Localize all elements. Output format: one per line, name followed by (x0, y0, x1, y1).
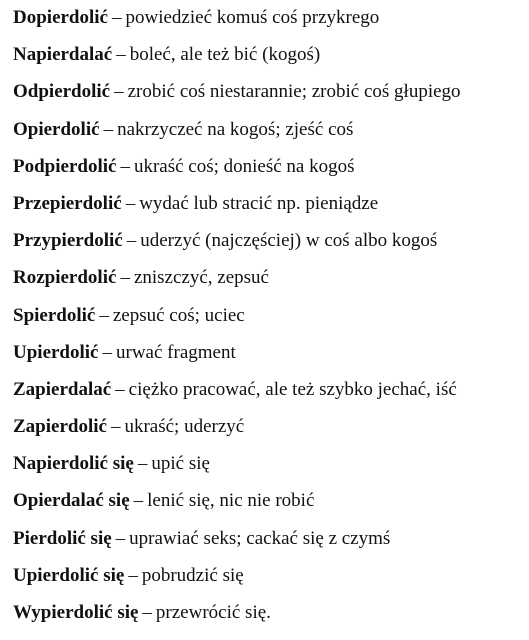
entry-term: Podpierdolić (13, 155, 117, 177)
entry-definition: powiedzieć komuś coś przykrego (125, 7, 380, 28)
entry-definition: urwać fragment (116, 341, 236, 363)
entry-term: Zapierdolić (13, 416, 107, 438)
entry-term: Pierdolić się (13, 527, 112, 549)
entry-separator: – (115, 527, 126, 549)
entry-term: Odpierdolić (13, 81, 111, 103)
entry-definition: uprawiać seks; cackać się z czymś (129, 527, 391, 549)
list-item (13, 226, 529, 263)
entry-definition: pobrudzić się (141, 564, 244, 586)
entry-separator: – (137, 453, 148, 475)
list-item (13, 412, 529, 449)
list-item (13, 77, 529, 114)
entry-term: Przypierdolić (13, 230, 123, 252)
entry-separator: – (120, 267, 130, 289)
list-item (13, 40, 529, 77)
entry-term: Napierdolić się (13, 453, 134, 475)
entry-separator: – (112, 7, 122, 28)
entry-definition: uderzyć (najczęściej) w coś albo kogoś (140, 230, 438, 252)
list-item (13, 598, 529, 635)
entry-definition: nakrzyczeć na kogoś; zjeść coś (117, 118, 354, 140)
entry-definition: ciężko pracować, ale też szybko jechać, iść (128, 378, 457, 400)
entry-separator: – (120, 155, 130, 177)
entry-separator: – (125, 192, 136, 214)
entry-term: Dopierdolić (13, 7, 108, 28)
entry-definition: wydać lub stracić np. pieniądze (139, 192, 379, 214)
entry-separator: – (114, 81, 124, 103)
entry-term: Napierdalać (13, 44, 113, 66)
entry-definition: ukraść coś; donieść na kogoś (133, 155, 355, 177)
list-item (13, 338, 529, 375)
entry-definition: zrobić coś niestarannie; zrobić coś głupiego (127, 81, 461, 103)
list-item (13, 115, 529, 152)
entry-separator: – (115, 378, 125, 400)
entry-definition: boleć, ale też bić (kogoś) (129, 44, 321, 66)
entry-separator: – (133, 490, 144, 512)
list-item (13, 561, 529, 598)
list-item (13, 189, 529, 226)
entry-separator: – (102, 341, 112, 363)
list-item (13, 3, 529, 40)
entry-separator: – (126, 230, 137, 252)
entry-term: Upierdolić (13, 341, 99, 363)
entry-definition: lenić się, nic nie robić (147, 490, 315, 512)
list-item (13, 449, 529, 486)
entry-separator: – (142, 602, 152, 623)
entry-term: Wypierdolić się (13, 602, 139, 623)
entry-term: Rozpierdolić (13, 267, 117, 289)
entry-definition: ukraść; uderzyć (124, 416, 245, 438)
definition-list (13, 3, 529, 635)
entry-term: Zapierdalać (13, 378, 112, 400)
list-item (13, 301, 529, 338)
list-item (13, 152, 529, 189)
entry-term: Przepierdolić (13, 192, 122, 214)
entry-term: Upierdolić się (13, 564, 125, 586)
entry-definition: upić się (151, 453, 210, 475)
list-item (13, 263, 529, 300)
entry-definition: zepsuć coś; uciec (112, 304, 245, 326)
list-item (13, 486, 529, 523)
entry-definition: zniszczyć, zepsuć (133, 267, 269, 289)
entry-term: Opierdalać się (13, 490, 130, 512)
entry-separator: – (116, 44, 126, 66)
entry-separator: – (99, 304, 109, 326)
list-item (13, 524, 529, 561)
entry-separator: – (110, 416, 121, 438)
entry-definition: przewrócić się. (155, 602, 271, 623)
entry-term: Opierdolić (13, 118, 100, 140)
entry-separator: – (103, 118, 114, 140)
entry-term: Spierdolić (13, 304, 96, 326)
list-item (13, 375, 529, 412)
entry-separator: – (128, 564, 138, 586)
